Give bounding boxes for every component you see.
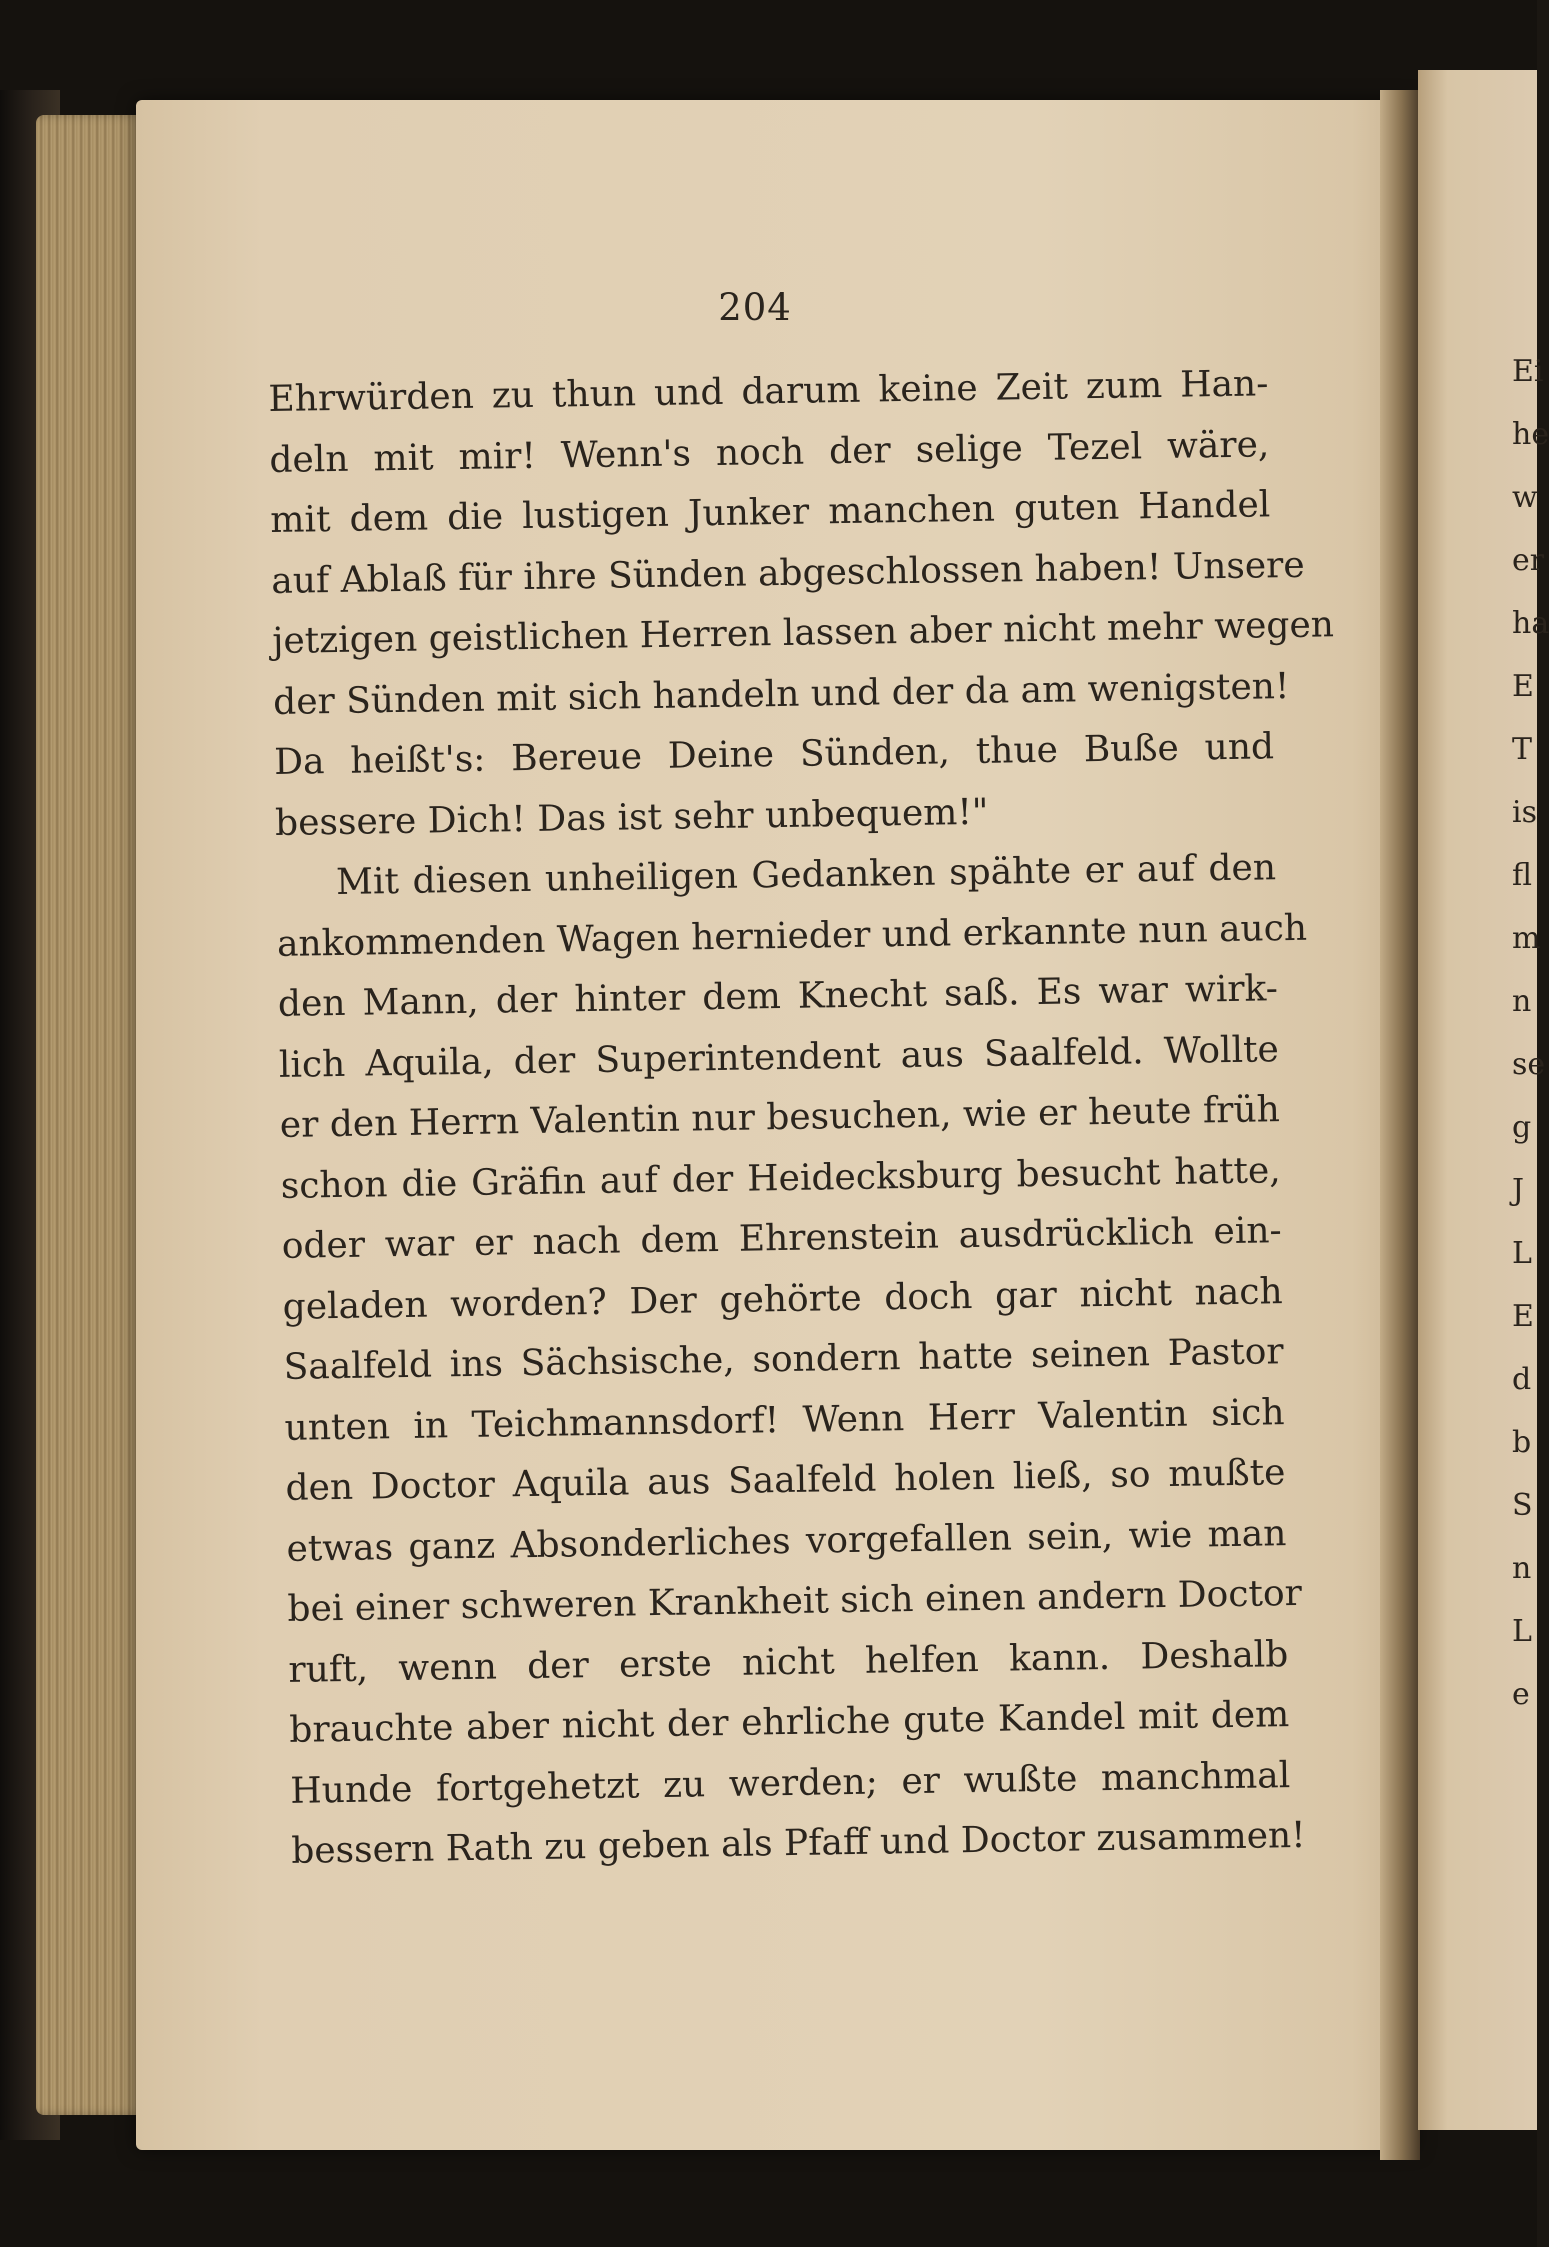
text-line: bei einer schweren Krankheit sich einen andern Doctor [287, 1572, 1303, 1630]
facing-letter: T [1512, 732, 1533, 767]
text-line: auf Ablaß für ihre Sünden abgeschlossen haben! Unsere [270, 544, 1305, 602]
text-line: er den Herrn Valentin nur besuchen, wie er heute früh [279, 1089, 1281, 1146]
text-line: Saalfeld ins Sächsische, sondern hatte seinen Pastor [283, 1331, 1284, 1388]
text-line: deln mit mir! Wenn's noch der selige Tezel wäre, [269, 423, 1270, 481]
text-line: Ehrwürden zu thun und darum keine Zeit zum Han- [268, 363, 1269, 420]
facing-letter: b [1512, 1425, 1532, 1460]
text-line: schon die Gräfin auf der Heidecksburg besucht hatte, [280, 1149, 1282, 1207]
facing-letter: er [1512, 543, 1545, 578]
facing-letter: L [1512, 1614, 1532, 1649]
text-line: unten in Teichmannsdorf! Wenn Herr Valentin sich [284, 1391, 1285, 1449]
facing-letter: J [1512, 1173, 1525, 1208]
text-line: etwas ganz Absonderliches vorgefallen sein, wie man [286, 1512, 1287, 1570]
text-line: lich Aquila, der Superintendent aus Saalfeld. Wollte [278, 1028, 1280, 1086]
facing-letter: E [1512, 1299, 1534, 1334]
text-line: den Doctor Aquila aus Saalfeld holen ließ, so mußte [285, 1452, 1286, 1509]
facing-letter: se [1512, 1047, 1546, 1082]
text-line: Mit diesen unheiligen Gedanken spähte er auf den [335, 847, 1277, 903]
text-line: jetzigen geistlichen Herren lassen aber nicht mehr wegen [271, 604, 1335, 662]
text-line: bessern Rath zu geben als Pfaff und Doctor zusammen! [290, 1814, 1306, 1872]
text-line: ruft, wenn der erste nicht helfen kann. Deshalb [288, 1633, 1289, 1691]
facing-letter: w [1512, 480, 1538, 515]
facing-page-text [1512, 340, 1549, 1726]
text-line: geladen worden? Der gehörte doch gar nicht nach [282, 1270, 1283, 1328]
text-line: oder war er nach dem Ehrenstein ausdrücklich ein- [281, 1210, 1282, 1267]
text-line: den Mann, der hinter dem Knecht saß. Es war wirk- [277, 968, 1279, 1025]
text-line: Hunde fortgehetzt zu werden; er wußte manchmal [289, 1754, 1291, 1812]
text-line: mit dem die lustigen Junker manchen guten Handel [270, 484, 1271, 541]
facing-letter: m [1512, 921, 1541, 956]
facing-letter: he [1512, 417, 1549, 452]
facing-letter: S [1512, 1488, 1533, 1523]
facing-letter: n [1512, 1551, 1532, 1586]
facing-letter: fl [1512, 858, 1533, 893]
facing-letter: e [1512, 1677, 1530, 1712]
text-line: Da heißt's: Bereue Deine Sünden, thue Buße und [273, 726, 1275, 783]
page-edges [36, 115, 146, 2115]
facing-letter: ha [1512, 606, 1549, 641]
facing-letter: g [1512, 1110, 1532, 1145]
facing-letter: E [1512, 669, 1534, 704]
facing-letter: n [1512, 984, 1532, 1019]
page-number: 204 [718, 286, 792, 329]
facing-letter: L [1512, 1236, 1532, 1271]
text-line: bessere Dich! Das ist sehr unbequem!" [274, 791, 989, 844]
text-line: brauchte aber nicht der ehrliche gute Kandel mit dem [289, 1694, 1290, 1751]
text-line: der Sünden mit sich handeln und der da am wenigsten! [272, 665, 1290, 723]
facing-letter: is [1512, 795, 1537, 830]
facing-letter: Ei [1512, 354, 1544, 389]
page-body-text [268, 354, 1335, 1882]
text-line: ankommenden Wagen hernieder und erkannte nun auch [276, 907, 1308, 965]
facing-letter: d [1512, 1362, 1532, 1397]
book-gutter [1380, 90, 1420, 2160]
